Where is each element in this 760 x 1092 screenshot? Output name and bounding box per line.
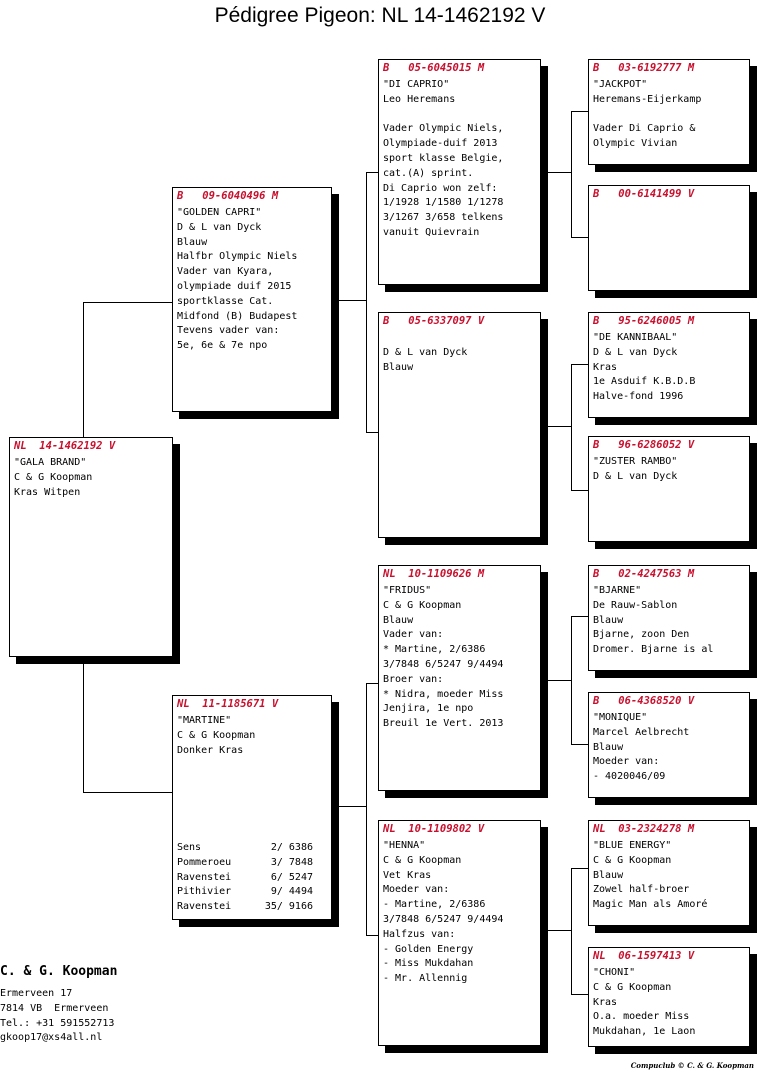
ring-number: B 05-6045015 M <box>383 62 485 74</box>
breeder-name: C. & G. Koopman <box>0 964 118 979</box>
info-line: Magic Man als Amoré <box>593 899 708 911</box>
info-line: Marcel Aelbrecht <box>593 726 690 738</box>
info-line: D & L van Dyck <box>177 221 262 233</box>
connector <box>571 364 572 490</box>
info-line: - Golden Energy <box>383 943 474 955</box>
connector <box>571 868 572 994</box>
connector <box>571 237 588 238</box>
breeder-address <box>0 987 114 1046</box>
connector <box>571 868 588 869</box>
connector <box>571 744 588 745</box>
info-line: D & L van Dyck <box>593 470 678 482</box>
connector <box>571 616 588 617</box>
info-line: Blauw <box>177 236 208 248</box>
info-line: vanuit Quievrain <box>383 226 480 238</box>
connector <box>338 806 366 807</box>
info-line: 3/7848 6/5247 9/4494 <box>383 658 504 670</box>
connector <box>83 302 84 438</box>
pigeon-card-sire <box>172 187 332 412</box>
info-line: Olympiade-duif 2013 <box>383 138 498 150</box>
ring-number: NL 10-1109802 V <box>383 823 485 835</box>
info-line: Blauw <box>593 869 624 881</box>
ring-number: B 02-4247563 M <box>593 568 695 580</box>
info-line: Blauw <box>383 361 414 373</box>
info-line: Blauw <box>383 614 414 626</box>
pigeon-card-dss <box>588 565 750 671</box>
info-line: Donker Kras <box>177 744 244 756</box>
connector <box>571 490 588 491</box>
result-place: Ravenstei <box>177 871 232 883</box>
info-line: cat.(A) sprint. <box>383 167 474 179</box>
info-line: - Martine, 2/6386 <box>383 899 486 911</box>
info-line: 3/1267 3/658 telkens <box>383 212 504 224</box>
connector <box>547 680 571 681</box>
info-line: sportklasse Cat. <box>177 295 274 307</box>
info-line: Vader Olympic Niels, <box>383 123 504 135</box>
info-line: 3/7848 6/5247 9/4494 <box>383 913 504 925</box>
info-line: 1/1928 1/1580 1/1278 <box>383 197 504 209</box>
ring-number: B 95-6246005 M <box>593 315 695 327</box>
result-value: 35/ 9166 <box>264 901 313 913</box>
connector <box>83 658 84 792</box>
info-line: D & L van Dyck <box>593 346 678 358</box>
address-line: 7814 VB Ermerveen <box>0 1002 109 1014</box>
connector <box>338 300 366 301</box>
pigeon-card-sire-dam <box>378 312 541 538</box>
result-place: Pithivier <box>177 886 232 898</box>
connector <box>366 172 367 432</box>
pigeon-card-dam-sire <box>378 565 541 791</box>
connector <box>571 364 588 365</box>
info-line: Vader Di Caprio & <box>593 123 696 135</box>
ring-number: NL 14-1462192 V <box>14 440 116 452</box>
info-line: Moeder van: <box>383 884 450 896</box>
pigeon-name: "ZUSTER RAMBO" <box>593 456 678 467</box>
pigeon-name: "BJARNE" <box>593 585 642 596</box>
ring-number: NL 06-1597413 V <box>593 950 695 962</box>
result-value: 2/ 6386 <box>270 842 313 854</box>
result-row <box>177 841 313 856</box>
result-place: Sens <box>177 842 202 854</box>
ring-number: B 03-6192777 M <box>593 62 695 74</box>
info-line: Vet Kras <box>383 869 432 881</box>
ring-number: B 00-6141499 V <box>593 188 695 200</box>
info-line: * Martine, 2/6386 <box>383 644 486 656</box>
info-line: C & G Koopman <box>593 981 672 993</box>
pigeon-card-dsd <box>588 692 750 798</box>
result-value: 9/ 4494 <box>270 886 313 898</box>
info-line: * Nidra, moeder Miss <box>383 688 504 700</box>
info-line: O.a. moeder Miss <box>593 1011 690 1023</box>
pigeon-name: "DI CAPRIO" <box>383 79 450 90</box>
info-line: Zowel half-broer <box>593 884 690 896</box>
pigeon-card-sss <box>588 59 750 165</box>
info-line: Midfond (B) Budapest <box>177 310 298 322</box>
info-line: C & G Koopman <box>383 599 462 611</box>
ring-number: B 05-6337097 V <box>383 315 485 327</box>
pigeon-name: "CHONI" <box>593 967 636 978</box>
race-results <box>177 841 313 915</box>
pigeon-name: "GOLDEN CAPRI" <box>177 207 262 218</box>
info-line: - 4020046/09 <box>593 771 666 783</box>
spacer <box>593 108 745 123</box>
result-row <box>177 885 313 900</box>
connector <box>571 111 572 237</box>
info-line: - Mr. Allennig <box>383 973 468 985</box>
info-line: Kras Witpen <box>14 486 81 498</box>
info-line: Blauw <box>593 741 624 753</box>
connector <box>83 792 173 793</box>
info-line: C & G Koopman <box>14 471 93 483</box>
pigeon-card-ddd <box>588 947 750 1047</box>
info-line: Olympic Vivian <box>593 138 678 150</box>
ring-number: B 09-6040496 M <box>177 190 279 202</box>
info-line: Dromer. Bjarne is al <box>593 644 714 656</box>
info-line: De Rauw-Sablon <box>593 599 678 611</box>
info-line: Kras <box>593 996 618 1008</box>
result-value: 6/ 5247 <box>270 871 313 883</box>
connector <box>547 426 571 427</box>
pigeon-name <box>383 331 536 346</box>
result-row <box>177 871 313 886</box>
connector <box>571 616 572 744</box>
connector <box>366 683 367 935</box>
info-line: Halfzus van: <box>383 928 456 940</box>
info-line: Vader van: <box>383 629 444 641</box>
info-line: Broer van: <box>383 673 444 685</box>
pigeon-card-dam <box>172 695 332 920</box>
info-line: sport klasse Belgie, <box>383 152 504 164</box>
address-line: Ermerveen 17 <box>0 988 73 999</box>
pigeon-card-subject <box>9 437 173 657</box>
info-line: C & G Koopman <box>383 854 462 866</box>
info-line: C & G Koopman <box>177 729 256 741</box>
pigeon-name: "FRIDUS" <box>383 585 432 596</box>
pigeon-card-sds <box>588 312 750 418</box>
pigeon-name: "BLUE ENERGY" <box>593 840 672 851</box>
info-line: Leo Heremans <box>383 93 456 105</box>
info-line: Kras <box>593 361 618 373</box>
result-place: Pommeroeu <box>177 856 232 868</box>
pigeon-name: "MONIQUE" <box>593 712 648 723</box>
email-line: gkoop17@xs4all.nl <box>0 1032 103 1044</box>
credit-text: Compuclub © C. & G. Koopman <box>630 1061 754 1070</box>
pigeon-name: "MARTINE" <box>177 715 232 726</box>
info-line: Halve-fond 1996 <box>593 391 684 403</box>
pigeon-name: "GALA BRAND" <box>14 457 87 468</box>
result-row <box>177 856 313 871</box>
info-line: Blauw <box>593 614 624 626</box>
result-place: Ravenstei <box>177 901 232 913</box>
info-line: olympiade duif 2015 <box>177 280 292 292</box>
info-line: Vader van Kyara, <box>177 266 274 278</box>
connector <box>547 930 571 931</box>
connector <box>571 111 588 112</box>
pigeon-name: "DE KANNIBAAL" <box>593 332 678 343</box>
info-line: Halfbr Olympic Niels <box>177 251 298 263</box>
pigeon-card-dds <box>588 820 750 926</box>
connector <box>547 172 571 173</box>
info-line: Tevens vader van: <box>177 325 280 337</box>
info-line: C & G Koopman <box>593 854 672 866</box>
phone-line: Tel.: +31 591552713 <box>0 1017 115 1029</box>
result-row <box>177 900 313 915</box>
info-line: Mukdahan, 1e Laon <box>593 1026 696 1038</box>
ring-number: NL 03-2324278 M <box>593 823 695 835</box>
result-value: 3/ 7848 <box>270 856 313 868</box>
connector <box>83 302 173 303</box>
pigeon-card-sire-sire <box>378 59 541 285</box>
info-line: D & L van Dyck <box>383 346 468 358</box>
ring-number: NL 10-1109626 M <box>383 568 485 580</box>
info-line: 1e Asduif K.B.D.B <box>593 376 696 388</box>
info-line: 5e, 6e & 7e npo <box>177 340 268 352</box>
info-line: Jenjira, 1e npo <box>383 703 474 715</box>
info-line: Moeder van: <box>593 756 660 768</box>
pigeon-card-sdd <box>588 436 750 542</box>
pigeon-card-dam-dam <box>378 820 541 1046</box>
info-line: Bjarne, zoon Den <box>593 629 690 641</box>
info-line: Breuil 1e Vert. 2013 <box>383 718 504 730</box>
ring-number: NL 11-1185671 V <box>177 698 279 710</box>
info-line: - Miss Mukdahan <box>383 958 474 970</box>
pigeon-name: "JACKPOT" <box>593 79 648 90</box>
info-line: Heremans-Eijerkamp <box>593 93 702 105</box>
ring-number: B 96-6286052 V <box>593 439 695 451</box>
spacer <box>383 108 536 123</box>
pigeon-name: "HENNA" <box>383 840 426 851</box>
ring-number: B 06-4368520 V <box>593 695 695 707</box>
page-title: Pédigree Pigeon: NL 14-1462192 V <box>214 4 546 27</box>
pigeon-card-ssd <box>588 185 750 291</box>
info-line: Di Caprio won zelf: <box>383 182 498 194</box>
connector <box>571 994 588 995</box>
